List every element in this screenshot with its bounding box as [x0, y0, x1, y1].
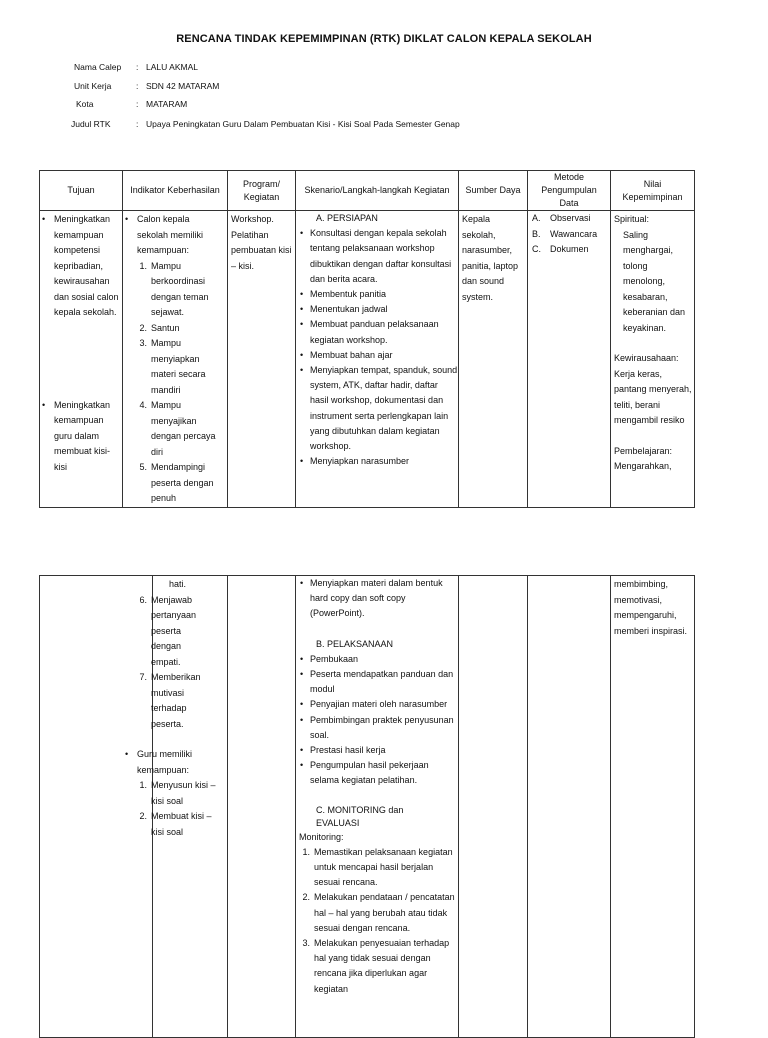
- cell-metode-cont: [528, 576, 610, 1036]
- list-item: • Membuat panduan pelaksanaan kegiatan workshop.: [296, 317, 458, 347]
- list-item: • Peserta mendapatkan panduan dan modul: [296, 667, 458, 697]
- cell-nilai-cont: membimbing, memotivasi, mempengaruhi, memberi inspirasi.: [614, 579, 688, 636]
- cell-skenario-cont: [296, 576, 458, 1036]
- list-item: • Meningkatkan kemampuan guru dalam membuat kisi-kisi: [40, 398, 122, 476]
- item-letter: A.: [532, 213, 541, 223]
- cell-sumber-cont: [459, 576, 527, 1036]
- meta-label: Kota: [76, 99, 94, 109]
- item-text: Wawancara: [550, 228, 598, 239]
- list-item: • Menyiapkan tempat, spanduk, sound system, ATK, daftar hadir, daftar hasil workshop, dokumentasi dan instrument serta perlengkapan lain yang dibutuhkan dalam kegiatan workshop.: [296, 363, 458, 454]
- indikator-numbered-list: [123, 593, 227, 733]
- list-item: • Membentuk panitia: [296, 287, 458, 302]
- item-text: Mampu menyiapkan materi secara mandiri: [151, 338, 206, 395]
- item-text: Menjawab pertanyaan peserta dengan empati.: [151, 594, 197, 667]
- list-item: [133, 670, 227, 732]
- item-text: Mendampingi peserta dengan penuh: [151, 462, 214, 503]
- list-item: [133, 809, 227, 840]
- list-item: [133, 336, 224, 398]
- meta-colon: :: [136, 119, 139, 129]
- item-text: Menyusun kisi – kisi soal: [151, 780, 216, 806]
- cell-sumber: Kepala sekolah, narasumber, panitia, laptop dan sound system.: [462, 214, 519, 302]
- item-text: Melakukan penyesuaian terhadap hal yang tidak sesuai dengan rencana jika diperlukan agar kegiatan: [314, 938, 450, 994]
- meta-value: Upaya Peningkatan Guru Dalam Pembuatan Kisi - Kisi Soal Pada Semester Genap: [146, 119, 460, 129]
- list-item: [133, 778, 227, 809]
- item-number: 2.: [139, 811, 147, 821]
- list-item: [133, 593, 227, 671]
- continued-text: hati.: [169, 579, 187, 589]
- list-item: • Guru memiliki kemampuan:: [123, 747, 217, 778]
- list-item: • Penyajian materi oleh narasumber: [296, 697, 458, 712]
- list-item: [133, 398, 224, 460]
- list-item: • Calon kepala sekolah memiliki kemampuan:: [123, 212, 227, 259]
- cell-indikator: [123, 211, 227, 506]
- meta-label: Nama Calep: [74, 62, 122, 72]
- item-number: 7.: [139, 672, 147, 682]
- cell-nilai: [611, 211, 694, 507]
- item-number: 4.: [139, 400, 147, 410]
- meta-label: Unit Kerja: [74, 81, 112, 91]
- item-text: Mampu menyajikan dengan percaya diri: [151, 400, 216, 457]
- rtk-table-page2: [39, 575, 695, 1038]
- item-number: 1.: [302, 846, 310, 857]
- item-number: 6.: [139, 594, 147, 605]
- meta-colon: :: [136, 62, 139, 72]
- indikator-numbered-list-2: [123, 778, 227, 840]
- table-row: [40, 576, 695, 1038]
- header-nilai: Nilai Kepemimpinan: [611, 171, 695, 211]
- rtk-table-page1: [39, 170, 695, 508]
- nilai-label: Spiritual:: [614, 214, 650, 224]
- meta-colon: :: [136, 81, 139, 91]
- cell-program: Workshop. Pelatihan pembuatan kisi – kisi.: [231, 214, 292, 271]
- header-tujuan: Tujuan: [40, 171, 123, 211]
- nilai-label: Kewirausahaan:: [614, 353, 679, 363]
- item-number: 5.: [139, 462, 147, 472]
- table-header-row: [40, 171, 695, 211]
- list-item: • Pembukaan: [296, 652, 458, 667]
- section-heading: C. MONITORING dan EVALUASI: [316, 804, 404, 828]
- indikator-numbered-list: [123, 259, 227, 507]
- section-heading: A. PERSIAPAN: [316, 213, 378, 223]
- nilai-label: Pembelajaran:: [614, 445, 673, 456]
- page-title: RENCANA TINDAK KEPEMIMPINAN (RTK) DIKLAT CALON KEPALA SEKOLAH: [176, 33, 592, 45]
- list-item: • Menentukan jadwal: [296, 302, 458, 317]
- item-number: 3.: [302, 938, 310, 949]
- meta-value: MATARAM: [146, 99, 188, 109]
- nilai-text: Kerja keras, pantang menyerah, teliti, berani mengambil resiko: [614, 368, 692, 425]
- item-letter: C.: [532, 244, 541, 254]
- list-item: [133, 460, 224, 506]
- header-sumber: Sumber Daya: [459, 171, 528, 211]
- nilai-text: Mengarahkan,: [614, 461, 672, 471]
- list-item: • Menyiapkan materi dalam bentuk hard copy dan soft copy (PowerPoint).: [296, 576, 458, 622]
- item-number: 1.: [139, 780, 147, 790]
- list-item: • Pembimbingan praktek penyusunan soal.: [296, 713, 458, 743]
- list-item: • Prestasi hasil kerja: [296, 743, 458, 758]
- cell-indikator-cont: [123, 576, 227, 1036]
- item-text: Memberikan mutivasi terhadap peserta.: [151, 672, 201, 729]
- list-item: [296, 890, 458, 936]
- header-metode: Metode Pengumpulan Data: [528, 171, 611, 211]
- item-number: 1.: [139, 260, 147, 271]
- item-text: Santun: [151, 322, 180, 333]
- list-item: [532, 227, 610, 243]
- list-item: • Pengumpulan hasil pekerjaan selama kegiatan pelatihan.: [296, 758, 458, 788]
- monitoring-list: [296, 845, 458, 997]
- item-number: 2.: [139, 322, 147, 333]
- table-row: [40, 211, 695, 508]
- item-text: Membuat kisi – kisi soal: [151, 811, 212, 837]
- item-text: Mampu berkoordinasi dengan teman sejawat.: [151, 260, 209, 317]
- item-letter: B.: [532, 228, 541, 239]
- meta-value: SDN 42 MATARAM: [146, 81, 220, 91]
- cell-metode: [528, 211, 610, 506]
- monitoring-label: Monitoring:: [299, 831, 344, 842]
- list-item: • Konsultasi dengan kepala sekolah tentang pelaksanaan workshop dibuktikan dengan daftar konsultasi dan berita acara.: [296, 226, 458, 287]
- list-item: [296, 845, 458, 891]
- list-item: • Membuat bahan ajar: [296, 348, 458, 363]
- cell-tujuan: [40, 211, 122, 506]
- item-text: Dokumen: [550, 244, 589, 254]
- list-item: • Menyiapkan narasumber: [296, 454, 458, 469]
- list-item: [532, 242, 610, 258]
- list-item: [133, 321, 224, 337]
- list-item: [296, 936, 458, 997]
- cell-skenario: [296, 211, 458, 506]
- meta-label: Judul RTK: [71, 119, 111, 129]
- header-indikator: Indikator Keberhasilan: [123, 171, 228, 211]
- list-item: • Meningkatkan kemampuan kompetensi kepribadian, kewirausahan dan sosial calon kepala sekolah.: [40, 212, 122, 321]
- meta-colon: :: [136, 99, 139, 109]
- item-text: Observasi: [550, 213, 591, 223]
- header-program: Program/ Kegiatan: [228, 171, 296, 211]
- section-heading: B. PELAKSANAAN: [316, 638, 394, 649]
- cell-program-cont: [228, 576, 295, 1036]
- list-item: [532, 211, 610, 227]
- item-text: Memastikan pelaksanaan kegiatan untuk mencapai hasil berjalan sesuai rencana.: [314, 846, 453, 888]
- item-number: 3.: [139, 338, 147, 348]
- header-skenario: Skenario/Langkah-langkah Kegiatan: [296, 171, 459, 211]
- item-text: Melakukan pendataan / pencatatan hal – hal yang berubah atau tidak sesuai dengan rencana.: [314, 892, 455, 933]
- meta-value: LALU AKMAL: [146, 62, 198, 72]
- item-number: 2.: [302, 892, 310, 903]
- list-item: [133, 259, 224, 321]
- nilai-text: Saling menghargai, tolong menolong, kesabaran, keberanian dan keyakinan.: [623, 229, 686, 333]
